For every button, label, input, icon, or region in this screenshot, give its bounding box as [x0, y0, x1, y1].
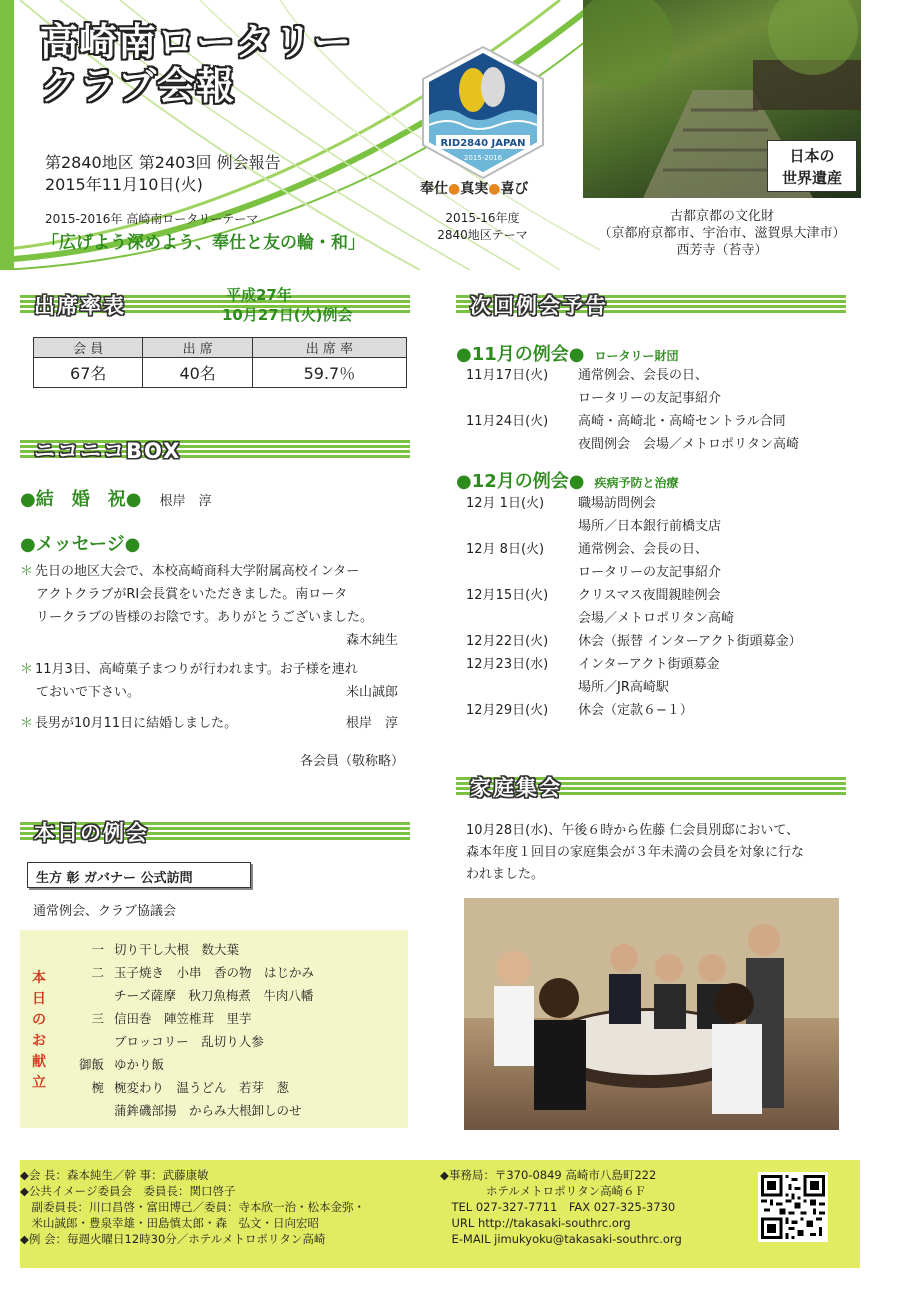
governor-visit-box: 生方 彰 ガバナー 公式訪問 — [27, 862, 251, 888]
schedule-row: 12月 1日(火) 職場訪問例会 — [466, 496, 657, 511]
family-meeting-section-header: 家庭集会 — [456, 770, 846, 804]
photo-caption: 古都京都の文化財 （京都府京都市、宇治市、滋賀県大津市） 西芳寺（苔寺） — [598, 209, 846, 258]
menu-item: 椀 椀変わり 温うどん 若芽 葱 — [91, 1080, 290, 1095]
world-heritage-badge: 日本の 世界遺産 — [767, 140, 857, 192]
schedule-row: 11月24日(火) 高崎・高崎北・高崎セントラル合同 — [466, 414, 786, 429]
schedule-row: 夜間例会 会場／メトロポリタン高崎 — [578, 437, 800, 452]
schedule-row: 場所／JR高崎駅 — [578, 680, 669, 695]
club-theme: 「広げよう深めよう、奉仕と友の輪・和」 — [42, 233, 365, 253]
schedule-row: 会場／メトロポリタン高崎 — [578, 611, 735, 626]
district-logo — [418, 45, 548, 180]
menu-vertical-label: 本日のお献立 — [32, 970, 46, 1091]
schedule-row: 12月29日(火) 休会（定款６−１） — [466, 703, 693, 718]
today-section-header: 本日の例会 — [20, 815, 410, 849]
menu-item: 二 玉子焼き 小串 香の物 はじかみ — [91, 965, 315, 980]
email-address: E-MAIL jimukyoku@takasaki-southrc.org — [440, 1232, 682, 1246]
schedule-row: ロータリーの友記事紹介 — [578, 391, 722, 406]
message-3: ＊ 長男が10月11日に結婚しました。 根岸 淳 — [20, 716, 398, 731]
footer-left: ◆会 長：森本純生／幹 事：武藤康敏 ◆公共イメージ委員会 委員長：関口啓子 副委員長：川口昌啓・富田博己／委員：寺本欣一治・松本金弥・ 米山誠郎・豊泉幸雄・田島慎太郎・森 弘文・日向宏昭 ◆例 会：毎週火曜日12時30分／ホテルメトロポリタン高崎 — [20, 1168, 365, 1246]
footer-right: ◆事務局：〒370-0849 高崎市八島町222 ホテルメトロポリタン高崎６Ｆ TEL 027-327-7711 FAX 027-325-3730 URL http://takasaki-southrc.org E-MAIL jimukyoku@takasaki-southrc.org — [440, 1168, 682, 1246]
menu-item: チーズ薩摩 秋刀魚梅煮 牛肉八幡 — [114, 988, 314, 1003]
district-motto: 奉仕●真実●喜び — [420, 181, 529, 197]
meeting-report: 第2840地区 第2403回 例会報告 — [45, 153, 281, 172]
schedule-row: 12月 8日(火) 通常例会、会長の日、 — [466, 542, 709, 557]
schedule-row: 12月15日(火) クリスマス夜間親睦例会 — [466, 588, 721, 603]
family-meeting-text: 10月28日(水)、午後６時から佐藤 仁会員別邸において、 森本年度１回目の家庭集会が３年未満の会員を対象に行な われました。 — [466, 823, 805, 882]
message-label: ●メッセージ● — [20, 534, 141, 555]
svg-text:2015-2016: 2015-2016 — [463, 154, 503, 162]
wedding-row: ●結 婚 祝● 根岸 淳 — [20, 489, 212, 510]
meeting-date: 2015年11月10日(火) — [45, 175, 203, 194]
nikoniko-section-header: ニコニコBOX — [20, 433, 410, 467]
attendance-section-header: 出席率表 — [20, 288, 410, 322]
schedule-row: 12月23日(水) インターアクト街頭募金 — [466, 657, 720, 672]
menu-item: 蒲鉾磯部揚 からみ大根卸しのせ — [114, 1103, 302, 1118]
schedule-row: 場所／日本銀行前橋支店 — [578, 519, 722, 534]
menu-item: 一 切り干し大根 数大葉 — [91, 942, 240, 957]
temple-photo — [583, 0, 861, 198]
members-note: 各会員（敬称略） — [300, 754, 405, 769]
attendance-date: 平成27年 10月27日(火)例会 — [222, 286, 353, 324]
qr-code-icon — [758, 1172, 828, 1242]
today-subtitle: 通常例会、クラブ協議会 — [33, 904, 177, 919]
dec-schedule — [466, 492, 846, 722]
next-meetings-section-header: 次回例会予告 — [456, 288, 846, 322]
family-meeting-photo — [464, 898, 839, 1130]
menu-item: ブロッコリー 乱切り人参 — [114, 1034, 264, 1049]
logo-caption: 2015-16年度 2840地区テーマ — [437, 211, 528, 242]
website-url: URL http://takasaki-southrc.org — [440, 1216, 631, 1230]
nov-meetings-label: ●11月の例会● ロータリー財団 — [456, 344, 679, 365]
dec-meetings-label: ●12月の例会● 疾病予防と治療 — [456, 471, 679, 492]
nov-schedule — [466, 364, 846, 456]
newsletter-title: 高崎南ロータリー クラブ会報 — [40, 20, 353, 108]
attendance-table: 会 員 出 席 出 席 率 67名 40名 59.7％ — [33, 337, 407, 388]
menu-item: 御飯 ゆかり飯 — [78, 1057, 165, 1072]
schedule-row: 12月22日(火) 休会（振替 インターアクト街頭募金） — [466, 634, 802, 649]
menu-item: 三 信田巻 陣笠椎茸 里芋 — [91, 1011, 252, 1026]
message-1: ＊ 先日の地区大会で、本校高崎商科大学附属高校インター アクトクラブがRI会長賞をいただきました。南ロータ リークラブの皆様のお陰です。ありがとうございました。 森木純生 — [20, 564, 398, 648]
message-2: ＊ 11月3日、高崎菓子まつりが行われます。お子様を連れ ておいで下さい。 米山誠郎 — [20, 662, 398, 700]
svg-text:RID2840 JAPAN: RID2840 JAPAN — [440, 138, 526, 149]
schedule-row: ロータリーの友記事紹介 — [578, 565, 722, 580]
menu-list — [60, 938, 314, 1122]
schedule-row: 11月17日(火) 通常例会、会長の日、 — [466, 368, 709, 383]
theme-label: 2015-2016年 高崎南ロータリーテーマ — [45, 212, 259, 226]
